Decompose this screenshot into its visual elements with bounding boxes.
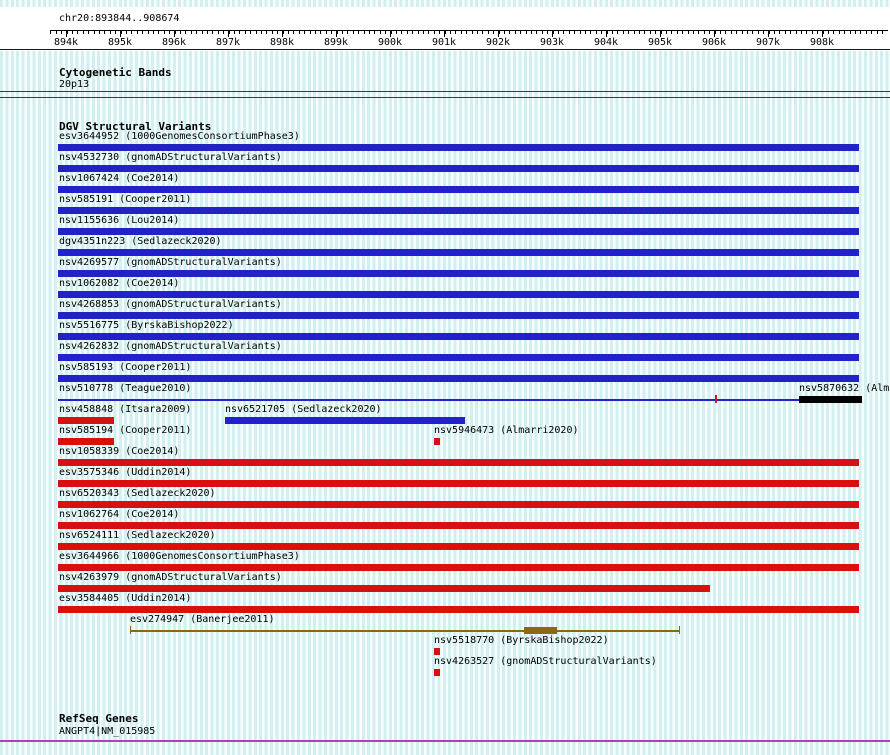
ruler-minor-tick [547, 31, 548, 34]
variant-label[interactable]: nsv5518770 (ByrskaBishop2022) [434, 635, 609, 646]
ruler-minor-tick [115, 31, 116, 34]
ruler-minor-tick [358, 31, 359, 34]
variant-bar[interactable] [58, 564, 859, 571]
variant-row [0, 257, 890, 278]
variant-bar[interactable] [715, 395, 717, 403]
ruler-minor-tick [612, 31, 613, 34]
ruler-label: 895k [107, 37, 133, 48]
ruler-minor-tick [542, 31, 543, 34]
ruler-minor-tick [169, 31, 170, 34]
ruler-minor-tick [526, 31, 527, 34]
variant-bar[interactable] [58, 186, 859, 193]
ruler-minor-tick [531, 31, 532, 34]
ruler-minor-tick [148, 31, 149, 34]
variant-label[interactable]: nsv5946473 (Almarri2020) [434, 425, 579, 436]
ruler-minor-tick [731, 31, 732, 34]
ruler-minor-tick [812, 31, 813, 34]
ruler-minor-tick [261, 31, 262, 34]
variant-label[interactable]: nsv4262832 (gnomADStructuralVariants) [59, 341, 282, 352]
ruler-minor-tick [596, 31, 597, 34]
variant-label[interactable]: nsv4269577 (gnomADStructuralVariants) [59, 257, 282, 268]
variant-bar[interactable] [434, 438, 440, 445]
variant-row [0, 215, 890, 236]
ruler-minor-tick [866, 31, 867, 34]
variant-label[interactable]: nsv585193 (Cooper2011) [59, 362, 192, 373]
ruler-minor-tick [434, 31, 435, 34]
ruler-minor-tick [644, 31, 645, 34]
variant-bar[interactable] [58, 249, 859, 256]
ruler-minor-tick [855, 31, 856, 34]
ruler-minor-tick [326, 31, 327, 34]
ruler-minor-tick [509, 31, 510, 34]
ruler-minor-tick [617, 31, 618, 34]
variant-row [0, 467, 890, 488]
variant-bar[interactable] [58, 270, 859, 277]
ruler-minor-tick [666, 31, 667, 34]
ruler-minor-tick [239, 31, 240, 34]
ruler-minor-tick [774, 31, 775, 34]
variant-label[interactable]: dgv4351n223 (Sedlazeck2020) [59, 236, 222, 247]
ruler-minor-tick [628, 31, 629, 34]
variant-row [0, 551, 890, 572]
variant-bar[interactable] [58, 585, 710, 592]
ruler-minor-tick [126, 31, 127, 34]
ruler-minor-tick [709, 31, 710, 34]
variant-row [0, 194, 890, 215]
variant-row [0, 425, 890, 446]
ruler-minor-tick [158, 31, 159, 34]
ruler-minor-tick [256, 31, 257, 34]
ruler-minor-tick [688, 31, 689, 34]
ruler-minor-tick [693, 31, 694, 34]
ruler-label: 904k [593, 37, 619, 48]
ruler-minor-tick [396, 31, 397, 34]
ruler-minor-tick [272, 31, 273, 34]
variant-bar[interactable] [58, 417, 114, 424]
ruler-minor-tick [202, 31, 203, 34]
variant-bar[interactable] [58, 312, 859, 319]
variant-bar[interactable] [58, 459, 859, 466]
variant-bar[interactable] [799, 396, 862, 403]
ruler-minor-tick [164, 31, 165, 34]
ruler-minor-tick [488, 31, 489, 34]
ruler-minor-tick [850, 31, 851, 34]
variant-label[interactable]: nsv1058339 (Coe2014) [59, 446, 180, 457]
ruler-minor-tick [104, 31, 105, 34]
ruler-minor-tick [590, 31, 591, 34]
variant-row [0, 278, 890, 299]
ruler-minor-tick [299, 31, 300, 34]
variant-bar[interactable] [58, 144, 859, 151]
variant-bar[interactable] [58, 543, 859, 550]
dgv-variant-rows [0, 131, 890, 677]
variant-label[interactable]: nsv6521705 (Sedlazeck2020) [225, 404, 382, 415]
variant-bar[interactable] [58, 438, 114, 445]
ruler-minor-tick [439, 31, 440, 34]
ruler-minor-tick [477, 31, 478, 34]
ruler-minor-tick [266, 31, 267, 34]
ruler-minor-tick [520, 31, 521, 34]
ruler-minor-tick [639, 31, 640, 34]
ruler-minor-tick [380, 31, 381, 34]
variant-row [0, 362, 890, 383]
ruler-minor-tick [698, 31, 699, 34]
variant-bar[interactable] [434, 648, 440, 655]
ruler-minor-tick [364, 31, 365, 34]
ruler-minor-tick [461, 31, 462, 34]
ruler-minor-tick [288, 31, 289, 34]
ruler-minor-tick [196, 31, 197, 34]
variant-row [0, 656, 890, 677]
variant-row [0, 131, 890, 152]
ruler-minor-tick [650, 31, 651, 34]
ruler-minor-tick [374, 31, 375, 34]
ruler-minor-tick [790, 31, 791, 34]
ruler-minor-tick [828, 31, 829, 34]
ruler-label: 897k [215, 37, 241, 48]
variant-label[interactable]: nsv458848 (Itsara2009) [59, 404, 192, 415]
ruler-minor-tick [725, 31, 726, 34]
ruler-minor-tick [574, 31, 575, 34]
variant-row [0, 488, 890, 509]
variant-row [0, 530, 890, 551]
variant-label[interactable]: esv3644952 (1000GenomesConsortiumPhase3) [59, 131, 300, 142]
ruler-minor-tick [742, 31, 743, 34]
cytoband-label[interactable]: 20p13 [59, 79, 90, 90]
ruler-label: 903k [539, 37, 565, 48]
variant-row [0, 383, 890, 404]
ruler-minor-tick [99, 31, 100, 34]
ruler-minor-tick [623, 31, 624, 34]
variant-bar[interactable] [434, 669, 440, 676]
variant-label[interactable]: nsv4263527 (gnomADStructuralVariants) [434, 656, 657, 667]
ruler-label: 896k [161, 37, 187, 48]
refseq-gene-glyph[interactable] [0, 740, 890, 742]
variant-bar[interactable] [58, 522, 859, 529]
variant-bar[interactable] [524, 627, 557, 634]
ruler-label: 906k [701, 37, 727, 48]
ruler-label: 908k [809, 37, 835, 48]
variant-row [0, 152, 890, 173]
variant-row [0, 635, 890, 656]
ruler-minor-tick [315, 31, 316, 34]
variant-row [0, 593, 890, 614]
variant-label[interactable]: nsv4268853 (gnomADStructuralVariants) [59, 299, 282, 310]
ruler-minor-tick [277, 31, 278, 34]
position-label: chr20:893844..908674 [59, 13, 180, 24]
variant-label[interactable]: nsv1062764 (Coe2014) [59, 509, 180, 520]
variant-bar[interactable] [58, 606, 859, 613]
variant-bar[interactable] [58, 207, 859, 214]
variant-label[interactable]: nsv5516775 (ByrskaBishop2022) [59, 320, 234, 331]
ruler-minor-tick [423, 31, 424, 34]
ruler-minor-tick [234, 31, 235, 34]
variant-bar[interactable] [58, 480, 859, 487]
variant-label[interactable]: esv274947 (Banerjee2011) [130, 614, 275, 625]
variant-bar[interactable] [58, 165, 859, 172]
ruler-minor-tick [77, 31, 78, 34]
variant-row [0, 299, 890, 320]
ruler-minor-tick [817, 31, 818, 34]
ruler-minor-tick [369, 31, 370, 34]
cytobands-title: Cytogenetic Bands [59, 66, 172, 79]
variant-bar[interactable] [130, 626, 131, 634]
ruler-minor-tick [142, 31, 143, 34]
variant-bar[interactable] [225, 417, 465, 424]
ruler-minor-tick [655, 31, 656, 34]
ruler-minor-tick [401, 31, 402, 34]
cytoband-glyph[interactable] [0, 91, 890, 98]
variant-label[interactable]: nsv4263979 (gnomADStructuralVariants) [59, 572, 282, 583]
ruler-minor-tick [191, 31, 192, 34]
ruler-minor-tick [839, 31, 840, 34]
ruler-minor-tick [212, 31, 213, 34]
ruler-minor-tick [88, 31, 89, 34]
variant-label[interactable]: esv3584405 (Uddin2014) [59, 593, 192, 604]
ruler-minor-tick [558, 31, 559, 34]
variant-bar[interactable] [58, 399, 859, 401]
variant-bar[interactable] [679, 626, 680, 634]
ruler-minor-tick [61, 31, 62, 34]
variant-label[interactable]: nsv6524111 (Sedlazeck2020) [59, 530, 216, 541]
variant-row [0, 614, 890, 635]
ruler-minor-tick [580, 31, 581, 34]
ruler-minor-tick [785, 31, 786, 34]
variant-label[interactable]: nsv1155636 (Lou2014) [59, 215, 180, 226]
variant-bar[interactable] [58, 501, 859, 508]
variant-label[interactable]: nsv4532730 (gnomADStructuralVariants) [59, 152, 282, 163]
ruler-label: 900k [377, 37, 403, 48]
variant-bar[interactable] [58, 375, 859, 382]
variant-label[interactable]: esv3644966 (1000GenomesConsortiumPhase3) [59, 551, 300, 562]
dgv-track-title: DGV Structural Variants [59, 120, 212, 133]
ruler-minor-tick [779, 31, 780, 34]
ruler-minor-tick [877, 31, 878, 34]
ruler-minor-tick [320, 31, 321, 34]
ruler-label: 901k [431, 37, 457, 48]
ruler-minor-tick [180, 31, 181, 34]
ruler-minor-tick [385, 31, 386, 34]
ruler-minor-tick [806, 31, 807, 34]
ruler-minor-tick [860, 31, 861, 34]
ruler-minor-tick [472, 31, 473, 34]
ruler-label: 898k [269, 37, 295, 48]
variant-label[interactable]: nsv1067424 (Coe2014) [59, 173, 180, 184]
refseq-track-title: RefSeq Genes [59, 712, 139, 725]
variant-row [0, 320, 890, 341]
ruler-minor-tick [450, 31, 451, 34]
ruler-minor-tick [412, 31, 413, 34]
ruler-minor-tick [704, 31, 705, 34]
variant-bar[interactable] [130, 630, 680, 632]
ruler-minor-tick [418, 31, 419, 34]
ruler-minor-tick [569, 31, 570, 34]
variant-row [0, 509, 890, 530]
ruler-minor-tick [131, 31, 132, 34]
variant-bar[interactable] [58, 354, 859, 361]
ruler-label: 907k [755, 37, 781, 48]
ruler-minor-tick [482, 31, 483, 34]
ruler-minor-tick [455, 31, 456, 34]
ruler-minor-tick [585, 31, 586, 34]
ruler-minor-tick [563, 31, 564, 34]
variant-label[interactable]: nsv6520343 (Sedlazeck2020) [59, 488, 216, 499]
ruler-minor-tick [207, 31, 208, 34]
ruler-divider [0, 49, 890, 50]
ruler-minor-tick [353, 31, 354, 34]
ruler-minor-tick [293, 31, 294, 34]
ruler-label: 905k [647, 37, 673, 48]
ruler-minor-tick [736, 31, 737, 34]
ruler-minor-tick [428, 31, 429, 34]
ruler-minor-tick [223, 31, 224, 34]
variant-label[interactable]: nsv510778 (Teague2010) [59, 383, 192, 394]
ruler-minor-tick [185, 31, 186, 34]
variant-bar[interactable] [58, 228, 859, 235]
ruler-label: 894k [53, 37, 79, 48]
ruler-minor-tick [677, 31, 678, 34]
variant-row [0, 341, 890, 362]
variant-bar[interactable] [58, 291, 859, 298]
coordinate-ruler[interactable] [0, 0, 890, 52]
ruler-minor-tick [601, 31, 602, 34]
ruler-label: 902k [485, 37, 511, 48]
ruler-minor-tick [310, 31, 311, 34]
ruler-label: 899k [323, 37, 349, 48]
ruler-minor-tick [536, 31, 537, 34]
variant-row [0, 173, 890, 194]
ruler-minor-tick [56, 31, 57, 34]
variant-label[interactable]: nsv585191 (Cooper2011) [59, 194, 192, 205]
ruler-minor-tick [218, 31, 219, 34]
ruler-minor-tick [153, 31, 154, 34]
variant-label[interactable]: nsv1062082 (Coe2014) [59, 278, 180, 289]
ruler-minor-tick [844, 31, 845, 34]
ruler-minor-tick [796, 31, 797, 34]
ruler-minor-tick [331, 31, 332, 34]
ruler-minor-tick [763, 31, 764, 34]
ruler-minor-tick [882, 31, 883, 34]
ruler-minor-tick [871, 31, 872, 34]
variant-row [0, 446, 890, 467]
ruler-minor-tick [720, 31, 721, 34]
ruler-minor-tick [833, 31, 834, 34]
variant-row [0, 572, 890, 593]
ruler-minor-tick [137, 31, 138, 34]
ruler-minor-tick [634, 31, 635, 34]
ruler-minor-tick [752, 31, 753, 34]
ruler-minor-tick [342, 31, 343, 34]
variant-label[interactable]: esv3575346 (Uddin2014) [59, 467, 192, 478]
ruler-minor-tick [801, 31, 802, 34]
ruler-minor-tick [504, 31, 505, 34]
ruler-minor-tick [83, 31, 84, 34]
variant-row [0, 404, 890, 425]
ruler-minor-tick [493, 31, 494, 34]
ruler-minor-tick [758, 31, 759, 34]
ruler-minor-tick [245, 31, 246, 34]
variant-label[interactable]: nsv5870632 (Alm [799, 383, 890, 394]
variant-bar[interactable] [58, 333, 859, 340]
ruler-minor-tick [747, 31, 748, 34]
ruler-minor-tick [682, 31, 683, 34]
ruler-minor-tick [466, 31, 467, 34]
ruler-minor-tick [407, 31, 408, 34]
ruler-minor-tick [72, 31, 73, 34]
ruler-minor-tick [347, 31, 348, 34]
refseq-gene-label[interactable]: ANGPT4|NM_015985 [59, 726, 156, 737]
ruler-minor-tick [94, 31, 95, 34]
ruler-minor-tick [671, 31, 672, 34]
ruler-minor-tick [250, 31, 251, 34]
variant-label[interactable]: nsv585194 (Cooper2011) [59, 425, 192, 436]
variant-row [0, 236, 890, 257]
ruler-minor-tick [515, 31, 516, 34]
ruler-minor-tick [50, 31, 51, 34]
ruler-minor-tick [304, 31, 305, 34]
ruler-minor-tick [110, 31, 111, 34]
